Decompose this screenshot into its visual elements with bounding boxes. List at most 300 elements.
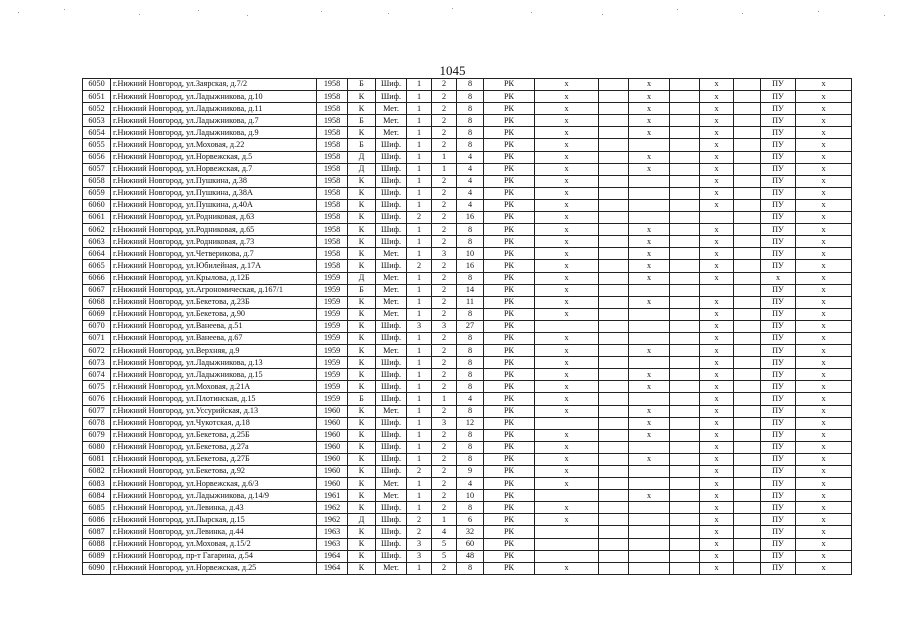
row-number-cell: 6085 [83,502,111,514]
row-number-cell: 6077 [83,405,111,417]
mark-cell-1: х [535,453,599,465]
apartments-cell: 8 [457,357,484,369]
mark-cell-4 [670,236,700,248]
mark-cell-3: х [629,236,670,248]
wall-material-cell: К [348,103,376,115]
entrances-cell: 1 [407,272,432,284]
mark-cell-6 [734,332,761,344]
floors-cell: 5 [432,538,457,550]
housing-registry-table [82,78,852,575]
mark-cell-3: х [629,248,670,260]
mark-cell-2 [599,236,629,248]
mark-cell-2 [599,91,629,103]
mark-cell-2 [599,466,629,478]
table-row [83,187,852,199]
mark-cell-3: х [629,127,670,139]
floors-cell: 2 [432,345,457,357]
mark-cell-4 [670,163,700,175]
code-cell: РК [484,260,535,272]
floors-cell: 3 [432,320,457,332]
wall-material-cell: К [348,478,376,490]
row-number-cell: 6059 [83,187,111,199]
apartments-cell: 4 [457,478,484,490]
floors-cell: 1 [432,514,457,526]
row-number-cell: 6051 [83,91,111,103]
apartments-cell: 8 [457,441,484,453]
entrances-cell: 2 [407,526,432,538]
address-cell: г.Нижний Новгород, ул.Пушкина, д.38А [111,187,317,199]
mark-cell-1: х [535,151,599,163]
address-cell: г.Нижний Новгород, ул.Пырская, д.15 [111,514,317,526]
last-mark-cell: х [796,151,852,163]
table-row [83,345,852,357]
wall-material-cell: К [348,175,376,187]
entrances-cell: 3 [407,320,432,332]
mark-cell-4 [670,103,700,115]
address-cell: г.Нижний Новгород, пр-т Гагарина, д.54 [111,550,317,562]
mark-cell-3 [629,441,670,453]
wall-material-cell: К [348,296,376,308]
pu-cell: ПУ [761,357,796,369]
table-row [83,115,852,127]
floors-cell: 2 [432,272,457,284]
last-mark-cell: х [796,212,852,224]
table-row [83,453,852,465]
address-cell: г.Нижний Новгород, ул.Моховая, д.21А [111,381,317,393]
mark-cell-6 [734,103,761,115]
code-cell: РК [484,466,535,478]
wall-material-cell: К [348,224,376,236]
mark-cell-1: х [535,248,599,260]
pu-cell: ПУ [761,260,796,272]
floors-cell: 2 [432,79,457,91]
code-cell: РК [484,224,535,236]
floors-cell: 2 [432,466,457,478]
mark-cell-2 [599,538,629,550]
year-cell: 1960 [317,429,348,441]
mark-cell-1: х [535,345,599,357]
mark-cell-1 [535,417,599,429]
year-cell: 1959 [317,320,348,332]
mark-cell-3 [629,514,670,526]
row-number-cell: 6069 [83,308,111,320]
mark-cell-2 [599,127,629,139]
year-cell: 1958 [317,103,348,115]
table-row [83,163,852,175]
address-cell: г.Нижний Новгород, ул.Верхняя, д.9 [111,345,317,357]
mark-cell-3: х [629,381,670,393]
table-row [83,466,852,478]
mark-cell-4 [670,466,700,478]
last-mark-cell: х [796,478,852,490]
year-cell: 1962 [317,502,348,514]
wall-material-cell: К [348,502,376,514]
mark-cell-2 [599,562,629,574]
address-cell: г.Нижний Новгород, ул.Норвежская, д.25 [111,562,317,574]
mark-cell-1: х [535,332,599,344]
table-row [83,441,852,453]
mark-cell-1: х [535,357,599,369]
address-cell: г.Нижний Новгород, ул.Бекетова, д.23Б [111,296,317,308]
mark-cell-4 [670,369,700,381]
mark-cell-1: х [535,562,599,574]
code-cell: РК [484,296,535,308]
table-row [83,381,852,393]
mark-cell-5: х [700,332,734,344]
pu-cell: ПУ [761,345,796,357]
mark-cell-1: х [535,212,599,224]
mark-cell-4 [670,224,700,236]
mark-cell-4 [670,260,700,272]
pu-cell: ПУ [761,187,796,199]
mark-cell-3 [629,526,670,538]
last-mark-cell: х [796,357,852,369]
wall-material-cell: К [348,429,376,441]
year-cell: 1959 [317,296,348,308]
mark-cell-2 [599,405,629,417]
mark-cell-1 [535,538,599,550]
row-number-cell: 6066 [83,272,111,284]
row-number-cell: 6063 [83,236,111,248]
year-cell: 1963 [317,538,348,550]
scan-noise-strip [0,0,905,30]
mark-cell-2 [599,478,629,490]
mark-cell-4 [670,332,700,344]
wall-material-cell: К [348,248,376,260]
floors-cell: 1 [432,163,457,175]
table-row [83,417,852,429]
roof-type-cell: Шиф. [376,357,407,369]
mark-cell-5: х [700,260,734,272]
apartments-cell: 8 [457,115,484,127]
code-cell: РК [484,393,535,405]
roof-type-cell: Шиф. [376,429,407,441]
code-cell: РК [484,478,535,490]
last-mark-cell: х [796,466,852,478]
mark-cell-2 [599,248,629,260]
mark-cell-3 [629,393,670,405]
mark-cell-4 [670,453,700,465]
entrances-cell: 1 [407,199,432,211]
table-row [83,332,852,344]
last-mark-cell: х [796,296,852,308]
mark-cell-3: х [629,429,670,441]
year-cell: 1958 [317,127,348,139]
entrances-cell: 1 [407,345,432,357]
mark-cell-5: х [700,224,734,236]
row-number-cell: 6067 [83,284,111,296]
address-cell: г.Нижний Новгород, ул.Пушкина, д.38 [111,175,317,187]
year-cell: 1960 [317,453,348,465]
mark-cell-4 [670,199,700,211]
table-row [83,175,852,187]
apartments-cell: 48 [457,550,484,562]
address-cell: г.Нижний Новгород, ул.Левинка, д.43 [111,502,317,514]
table-row [83,151,852,163]
apartments-cell: 8 [457,369,484,381]
mark-cell-2 [599,308,629,320]
entrances-cell: 1 [407,115,432,127]
last-mark-cell: х [796,393,852,405]
mark-cell-6 [734,163,761,175]
mark-cell-2 [599,526,629,538]
year-cell: 1960 [317,466,348,478]
mark-cell-3: х [629,103,670,115]
address-cell: г.Нижний Новгород, ул.Ладыжникова, д.15 [111,369,317,381]
last-mark-cell: х [796,490,852,502]
roof-type-cell: Мет. [376,478,407,490]
address-cell: г.Нижний Новгород, ул.Ванеева, д.51 [111,320,317,332]
entrances-cell: 1 [407,332,432,344]
last-mark-cell: х [796,405,852,417]
mark-cell-1: х [535,163,599,175]
roof-type-cell: Мет. [376,405,407,417]
year-cell: 1958 [317,224,348,236]
mark-cell-3 [629,562,670,574]
pu-cell: ПУ [761,405,796,417]
last-mark-cell: х [796,199,852,211]
mark-cell-2 [599,441,629,453]
row-number-cell: 6057 [83,163,111,175]
wall-material-cell: К [348,91,376,103]
code-cell: РК [484,79,535,91]
code-cell: РК [484,175,535,187]
row-number-cell: 6064 [83,248,111,260]
wall-material-cell: К [348,308,376,320]
entrances-cell: 1 [407,236,432,248]
entrances-cell: 1 [407,441,432,453]
roof-type-cell: Шиф. [376,393,407,405]
table-row [83,320,852,332]
mark-cell-2 [599,163,629,175]
floors-cell: 2 [432,478,457,490]
mark-cell-6 [734,139,761,151]
mark-cell-3: х [629,91,670,103]
mark-cell-3: х [629,490,670,502]
entrances-cell: 1 [407,478,432,490]
mark-cell-6 [734,393,761,405]
mark-cell-5: х [700,91,734,103]
roof-type-cell: Шиф. [376,187,407,199]
roof-type-cell: Шиф. [376,260,407,272]
last-mark-cell: х [796,79,852,91]
code-cell: РК [484,405,535,417]
last-mark-cell: х [796,260,852,272]
floors-cell: 2 [432,369,457,381]
wall-material-cell: Д [348,272,376,284]
apartments-cell: 10 [457,248,484,260]
floors-cell: 2 [432,332,457,344]
pu-cell: ПУ [761,478,796,490]
mark-cell-4 [670,345,700,357]
pu-cell: х [761,272,796,284]
mark-cell-6 [734,429,761,441]
mark-cell-4 [670,417,700,429]
mark-cell-3: х [629,453,670,465]
roof-type-cell: Шиф. [376,212,407,224]
table-row [83,139,852,151]
address-cell: г.Нижний Новгород, ул.Родниковая, д.63 [111,212,317,224]
mark-cell-4 [670,502,700,514]
mark-cell-3: х [629,260,670,272]
roof-type-cell: Шиф. [376,550,407,562]
mark-cell-1: х [535,139,599,151]
registry-rows [83,79,852,575]
roof-type-cell: Мет. [376,345,407,357]
last-mark-cell: х [796,538,852,550]
floors-cell: 3 [432,417,457,429]
apartments-cell: 27 [457,320,484,332]
floors-cell: 2 [432,236,457,248]
apartments-cell: 4 [457,187,484,199]
pu-cell: ПУ [761,212,796,224]
mark-cell-5: х [700,550,734,562]
code-cell: РК [484,453,535,465]
pu-cell: ПУ [761,429,796,441]
floors-cell: 2 [432,308,457,320]
mark-cell-1: х [535,478,599,490]
year-cell: 1960 [317,441,348,453]
roof-type-cell: Шиф. [376,91,407,103]
entrances-cell: 1 [407,224,432,236]
code-cell: РК [484,308,535,320]
year-cell: 1958 [317,187,348,199]
mark-cell-2 [599,139,629,151]
row-number-cell: 6086 [83,514,111,526]
entrances-cell: 2 [407,212,432,224]
row-number-cell: 6083 [83,478,111,490]
mark-cell-6 [734,550,761,562]
mark-cell-3 [629,466,670,478]
mark-cell-6 [734,381,761,393]
mark-cell-2 [599,272,629,284]
table-row [83,538,852,550]
pu-cell: ПУ [761,103,796,115]
apartments-cell: 9 [457,466,484,478]
mark-cell-6 [734,405,761,417]
mark-cell-4 [670,139,700,151]
last-mark-cell: х [796,369,852,381]
mark-cell-4 [670,429,700,441]
floors-cell: 2 [432,139,457,151]
row-number-cell: 6090 [83,562,111,574]
mark-cell-5: х [700,151,734,163]
year-cell: 1960 [317,405,348,417]
mark-cell-3: х [629,224,670,236]
address-cell: г.Нижний Новгород, ул.Агрономическая, д.167/1 [111,284,317,296]
last-mark-cell: х [796,224,852,236]
row-number-cell: 6075 [83,381,111,393]
floors-cell: 2 [432,103,457,115]
mark-cell-2 [599,284,629,296]
table-row [83,260,852,272]
floors-cell: 2 [432,199,457,211]
code-cell: РК [484,127,535,139]
mark-cell-5: х [700,405,734,417]
mark-cell-1: х [535,393,599,405]
apartments-cell: 8 [457,345,484,357]
mark-cell-1: х [535,466,599,478]
wall-material-cell: К [348,490,376,502]
table-row [83,369,852,381]
wall-material-cell: К [348,199,376,211]
address-cell: г.Нижний Новгород, ул.Плотинская, д.15 [111,393,317,405]
pu-cell: ПУ [761,466,796,478]
code-cell: РК [484,381,535,393]
last-mark-cell: х [796,502,852,514]
mark-cell-5: х [700,320,734,332]
floors-cell: 2 [432,224,457,236]
address-cell: г.Нижний Новгород, ул.Бекетова, д.90 [111,308,317,320]
wall-material-cell: Б [348,284,376,296]
year-cell: 1958 [317,236,348,248]
mark-cell-6 [734,526,761,538]
pu-cell: ПУ [761,236,796,248]
mark-cell-5: х [700,175,734,187]
code-cell: РК [484,538,535,550]
code-cell: РК [484,417,535,429]
mark-cell-6 [734,260,761,272]
wall-material-cell: К [348,345,376,357]
table-row [83,514,852,526]
mark-cell-1: х [535,91,599,103]
table-row [83,393,852,405]
last-mark-cell: х [796,308,852,320]
mark-cell-2 [599,224,629,236]
apartments-cell: 4 [457,175,484,187]
address-cell: г.Нижний Новгород, ул.Ладыжникова, д.10 [111,91,317,103]
mark-cell-2 [599,79,629,91]
year-cell: 1958 [317,151,348,163]
apartments-cell: 8 [457,332,484,344]
floors-cell: 4 [432,526,457,538]
floors-cell: 2 [432,127,457,139]
entrances-cell: 1 [407,405,432,417]
wall-material-cell: К [348,417,376,429]
address-cell: г.Нижний Новгород, ул.Родниковая, д.73 [111,236,317,248]
roof-type-cell: Шиф. [376,441,407,453]
mark-cell-2 [599,175,629,187]
last-mark-cell: х [796,115,852,127]
roof-type-cell: Мет. [376,103,407,115]
year-cell: 1958 [317,260,348,272]
mark-cell-6 [734,224,761,236]
mark-cell-2 [599,212,629,224]
mark-cell-3 [629,187,670,199]
mark-cell-6 [734,478,761,490]
pu-cell: ПУ [761,139,796,151]
mark-cell-5: х [700,538,734,550]
apartments-cell: 16 [457,260,484,272]
mark-cell-3: х [629,345,670,357]
code-cell: РК [484,272,535,284]
entrances-cell: 3 [407,538,432,550]
mark-cell-5: х [700,417,734,429]
table-row [83,296,852,308]
code-cell: РК [484,199,535,211]
mark-cell-1: х [535,224,599,236]
apartments-cell: 8 [457,103,484,115]
address-cell: г.Нижний Новгород, ул.Ладыжникова, д.11 [111,103,317,115]
apartments-cell: 8 [457,236,484,248]
last-mark-cell: х [796,103,852,115]
mark-cell-6 [734,308,761,320]
year-cell: 1959 [317,284,348,296]
year-cell: 1958 [317,115,348,127]
table-row [83,103,852,115]
address-cell: г.Нижний Новгород, ул.Уссурийская, д.13 [111,405,317,417]
mark-cell-6 [734,272,761,284]
